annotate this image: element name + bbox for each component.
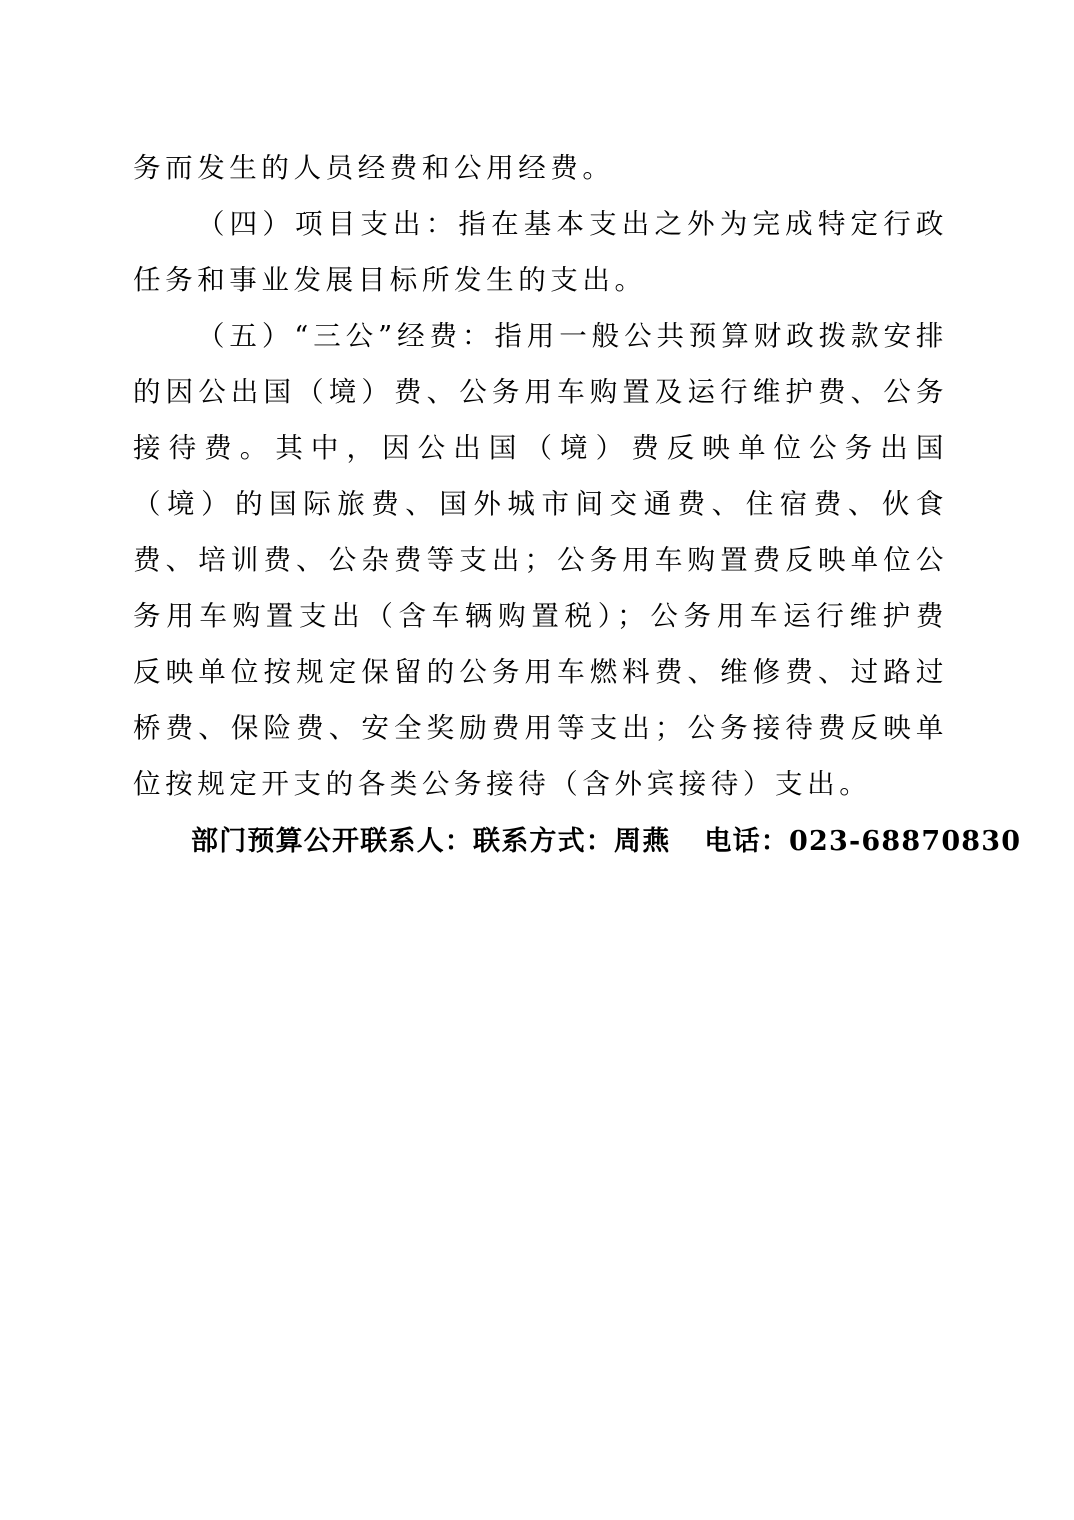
paragraph-continuation: 务而发生的人员经费和公用经费。 <box>133 152 615 184</box>
contact-person: 部门预算公开联系人：联系方式：周燕 <box>191 826 671 857</box>
paragraph-three-public-expenses: （五）“三公”经费：指用一般公共预算财政拨款安排的因公出国（境）费、公务用车购置及运行维护费、公务接待费。其中，因公出国（境）费反映单位公务出国（境）的国际旅费、国外城市间交通费、住宿费、伙食费、培训费、公杂费等支出；公务用车购置费反映单位公务用车购置支出（含车辆购置税）；公务用车运行维护费反映单位按规定保留的公务用车燃料费、维修费、过路过桥费、保险费、安全奖励费用等支出；公务接待费反映单位按规定开支的各类公务接待（含外宾接待）支出。 <box>133 320 948 800</box>
document-body <box>133 140 1022 870</box>
paragraph-project-expenditure: （四）项目支出：指在基本支出之外为完成特定行政任务和事业发展目标所发生的支出。 <box>133 208 948 296</box>
contact-phone: 电话：023-68870830 <box>704 826 1022 857</box>
contact-line <box>133 814 1022 870</box>
